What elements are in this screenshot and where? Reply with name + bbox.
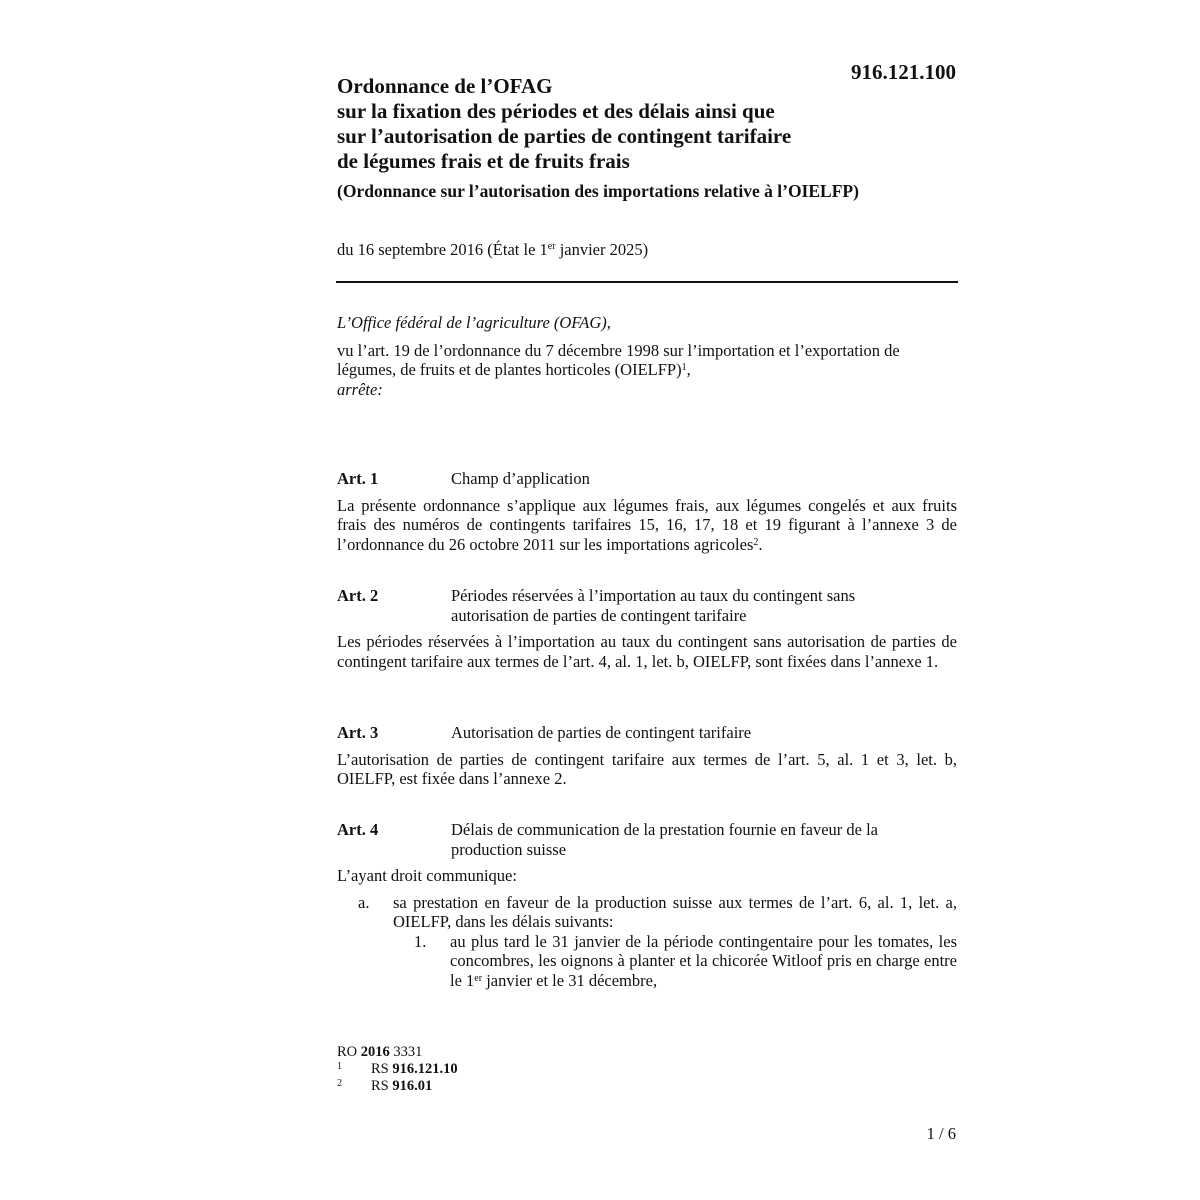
title-line: sur l’autorisation de parties de contingent tarifaire: [337, 124, 792, 148]
article-number: Art. 3: [337, 723, 379, 742]
article-title: Délais de communication de la prestation fournie en faveur de la production suisse: [451, 820, 879, 859]
article-heading: [337, 469, 957, 489]
issuing-authority: L’Office fédéral de l’agriculture (OFAG),: [337, 313, 611, 332]
header-divider: [336, 281, 958, 283]
ro-page: 3331: [389, 1044, 423, 1060]
article-body: L’autorisation de parties de contingent tarifaire aux termes de l’art. 5, al. 1 et 3, let. b, OIELFP, est fixée dans l’annexe 2.: [337, 749, 957, 788]
article-body-end: .: [758, 534, 763, 554]
footnote-prefix: RS: [371, 1061, 393, 1077]
legal-basis-end: ,: [686, 360, 691, 379]
list-label: a.: [358, 892, 370, 912]
footnote-number: 1: [337, 1061, 342, 1072]
date-text: du 16 septembre 2016 (État le 1: [337, 240, 548, 259]
footnote-text: [371, 1061, 458, 1078]
footnote-ref[interactable]: 2: [753, 536, 759, 548]
list-item-1: [393, 932, 957, 991]
footnote-item: [337, 1078, 737, 1095]
article-title: Champ d’application: [451, 469, 590, 488]
article-number: Art. 2: [337, 586, 379, 605]
footnote-link[interactable]: 916.121.10: [392, 1061, 458, 1077]
title-block: [337, 74, 977, 202]
article-heading: [337, 586, 957, 625]
list-text-part: janvier et le 31 décembre,: [482, 970, 658, 990]
list-item-a: [337, 893, 957, 991]
article-3: [337, 723, 957, 789]
sr-number: 916.121.100: [851, 60, 956, 84]
footnote-link[interactable]: 916.01: [392, 1078, 433, 1094]
article-number: Art. 1: [337, 469, 379, 488]
article-heading: [337, 723, 957, 743]
ro-year: 2016: [360, 1044, 390, 1060]
title-line: sur la fixation des périodes et des délais ainsi que: [337, 99, 775, 123]
article-2: [337, 586, 957, 671]
list-text: sa prestation en faveur de la production suisse aux termes de l’art. 6, al. 1, let. a, OIELFP, dans les délais suivants:: [393, 892, 957, 931]
list-text-part: au plus tard le 31 janvier de la période contingentaire pour les tomates, les concombres, les oignons à planter et la chicorée Witloof pris en charge entre le 1: [450, 931, 957, 990]
short-title: (Ordonnance sur l’autorisation des importations relative à l’OIELFP): [337, 181, 859, 201]
article-number: Art. 4: [337, 820, 379, 839]
footnote-number: 2: [337, 1078, 342, 1089]
article-1: [337, 469, 957, 554]
date-line: [337, 240, 648, 260]
article-title: Autorisation de parties de contingent tarifaire: [451, 723, 752, 742]
article-body: [337, 496, 957, 555]
preamble: [337, 313, 957, 399]
legal-basis-text: vu l’art. 19 de l’ordonnance du 7 décembre 1998 sur l’importation et l’exportation de légumes, de fruits et de plantes horticoles (OIELFP): [337, 340, 900, 379]
footnotes: [337, 1044, 737, 1095]
date-superscript: er: [547, 241, 556, 252]
page-number: 1 / 6: [926, 1124, 956, 1143]
footnote-text: [371, 1078, 432, 1095]
article-body-text: La présente ordonnance s’applique aux légumes frais, aux légumes congelés et aux fruits frais des numéros de contingents tarifaires 15, 16, 17, 18 et 19 figurant à l’annexe 3 de l’ordonnance du 26 octobre 2011 sur les importations agricoles: [337, 495, 957, 554]
ro-prefix: RO: [337, 1044, 361, 1060]
title-line: de légumes frais et de fruits frais: [337, 149, 630, 173]
list-text: [450, 932, 957, 991]
article-heading: [337, 820, 957, 859]
list-superscript: er: [474, 972, 483, 984]
title-line: Ordonnance de l’OFAG: [337, 74, 553, 98]
official-compilation-ref: [337, 1044, 737, 1061]
list-label: 1.: [414, 931, 427, 951]
decree-word: arrête:: [337, 379, 383, 399]
footnote-prefix: RS: [371, 1078, 393, 1094]
article-body: L’ayant droit communique:: [337, 866, 517, 885]
article-body: Les périodes réservées à l’importation au taux du contingent sans autorisation de parties de contingent tarifaire aux termes de l’art. 4, al. 1, let. b, OIELFP, sont fixées dans l’annexe 1.: [337, 632, 957, 671]
footnote-item: [337, 1061, 737, 1078]
legal-basis: [337, 341, 957, 380]
article-4: [337, 820, 957, 990]
date-text-end: janvier 2025): [555, 240, 649, 259]
footnote-ref[interactable]: 1: [681, 362, 687, 373]
list-content: [393, 893, 957, 991]
article-title: Périodes réservées à l’importation au taux du contingent sans autorisation de parties de contingent tarifaire: [451, 586, 856, 625]
